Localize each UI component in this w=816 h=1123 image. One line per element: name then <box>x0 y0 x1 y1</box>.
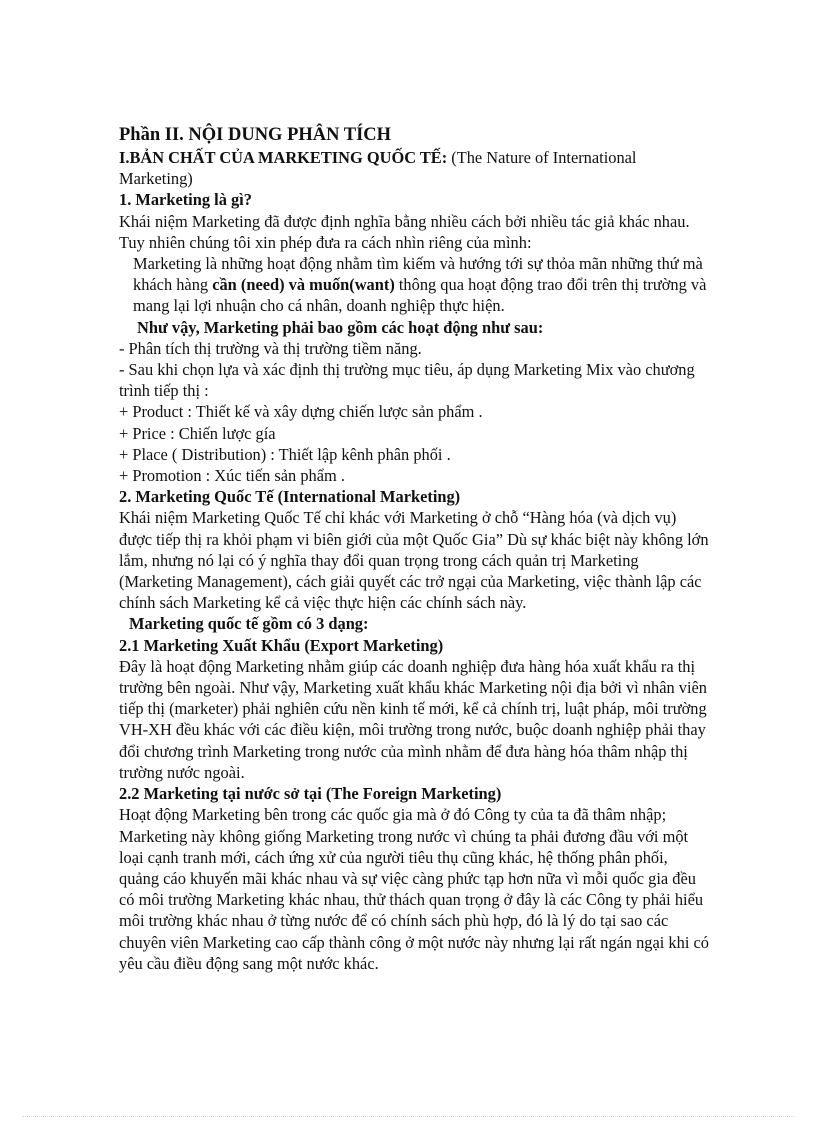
section-1-title-en: (The Nature of International Marketing) <box>119 148 637 189</box>
subsection-2-1-paragraph: Đây là hoạt động Marketing nhằm giúp các doanh nghiệp đưa hàng hóa xuất khẩu ra thị trường bên ngoài. Như vậy, Marketing xuất khẩu khác Marketing nội địa bởi vì nhân viên tiếp thị (marketer) phải nghiên cứu nền kinh tế mới, kể cả chính trị, luật pháp, môi trường VH-XH đều khác với các điều kiện, môi trường trong nước, buộc doanh nghiệp phải thay đổi chương trình Marketing trong nước của mình nhằm để đưa hàng hóa thâm nhập thị trường nước ngoài. <box>119 656 707 782</box>
page-bottom-divider <box>22 1116 794 1117</box>
subsection-2-2-paragraph: Hoạt động Marketing bên trong các quốc gia mà ở đó Công ty của ta đã thâm nhập; Marketing này không giống Marketing trong nước vì chúng ta phải đương đầu với một loại cạnh tranh mới, cách ứng xử của người tiêu thụ cũng khác, hệ thống phân phối, quảng cáo khuyến mãi khác nhau và sự việc càng phức tạp hơn nữa vì mỗi quốc gia đều có môi trường Marketing khác nhau, thử thách quan trọng ở đây là các Công ty phải hiểu môi trường khác nhau ở từng nước để có chính sách phù hợp, đó là lý do tại sao các chuyên viên Marketing cao cấp thành công ở một nước này nhưng lại rất ngán ngại khi có yêu cầu điều động sang một nước khác. <box>119 805 709 973</box>
activities-intro: Như vậy, Marketing phải bao gồm các hoạt động như sau: <box>137 317 544 337</box>
list-item: - Sau khi chọn lựa và xác định thị trường mục tiêu, áp dụng Marketing Mix vào chương trình tiếp thị : <box>119 360 695 401</box>
list-item: + Price : Chiến lược gía <box>119 423 276 443</box>
types-intro: Marketing quốc tế gồm có 3 dạng: <box>129 614 369 634</box>
subsection-2-paragraph: Khái niệm Marketing Quốc Tế chỉ khác với Marketing ở chỗ “Hàng hóa (và dịch vụ) được tiếp thị ra khỏi phạm vi biên giới của một Quốc Gia” Dù sự khác biệt này không lớn lắm, nhưng nó lại có ý nghĩa thay đổi quan trọng trong cách quản trị Marketing (Marketing Management), cách giải quyết các trở ngại của Marketing, việc thành lập các chính sách Marketing kể cả việc thực hiện các chính sách này. <box>119 508 709 613</box>
list-item: + Promotion : Xúc tiến sản phẩm . <box>119 466 345 486</box>
list-item: - Phân tích thị trường và thị trường tiềm năng. <box>119 338 422 358</box>
subsection-2-title: 2. Marketing Quốc Tế (International Marketing) <box>119 487 461 507</box>
definition-part-a: Marketing là những hoạt động nhằm tìm kiếm và hướng tới sự thỏa mãn những thứ mà khách hàng <box>133 254 703 295</box>
list-item: + Product : Thiết kế và xây dựng chiến lược sản phẩm . <box>119 402 483 422</box>
document-page <box>119 124 709 974</box>
definition-part-c: thông qua hoạt động trao đổi trên thị trường và mang lại lợi nhuận cho cá nhân, doanh nghiệp thực hiện. <box>133 275 707 316</box>
definition-part-b: cần (need) và muốn(want) <box>212 275 395 295</box>
subsection-1-title: 1. Marketing là gì? <box>119 190 252 210</box>
marketing-definition <box>119 253 709 317</box>
subsection-1-paragraph: Khái niệm Marketing đã được định nghĩa bằng nhiều cách bởi nhiều tác giả khác nhau. Tuy nhiên chúng tôi xin phép đưa ra cách nhìn riêng của mình: <box>119 211 690 252</box>
section-1-heading <box>119 147 709 189</box>
section-1-title: I.BẢN CHẤT CỦA MARKETING QUỐC TẾ: <box>119 148 448 167</box>
subsection-2-1-title: 2.1 Marketing Xuất Khẩu (Export Marketing) <box>119 635 444 655</box>
list-item: + Place ( Distribution) : Thiết lập kênh phân phối . <box>119 444 451 464</box>
part-heading: Phần II. NỘI DUNG PHÂN TÍCH <box>119 125 392 145</box>
subsection-2-2-title: 2.2 Marketing tại nước sở tại (The Foreign Marketing) <box>119 784 502 804</box>
